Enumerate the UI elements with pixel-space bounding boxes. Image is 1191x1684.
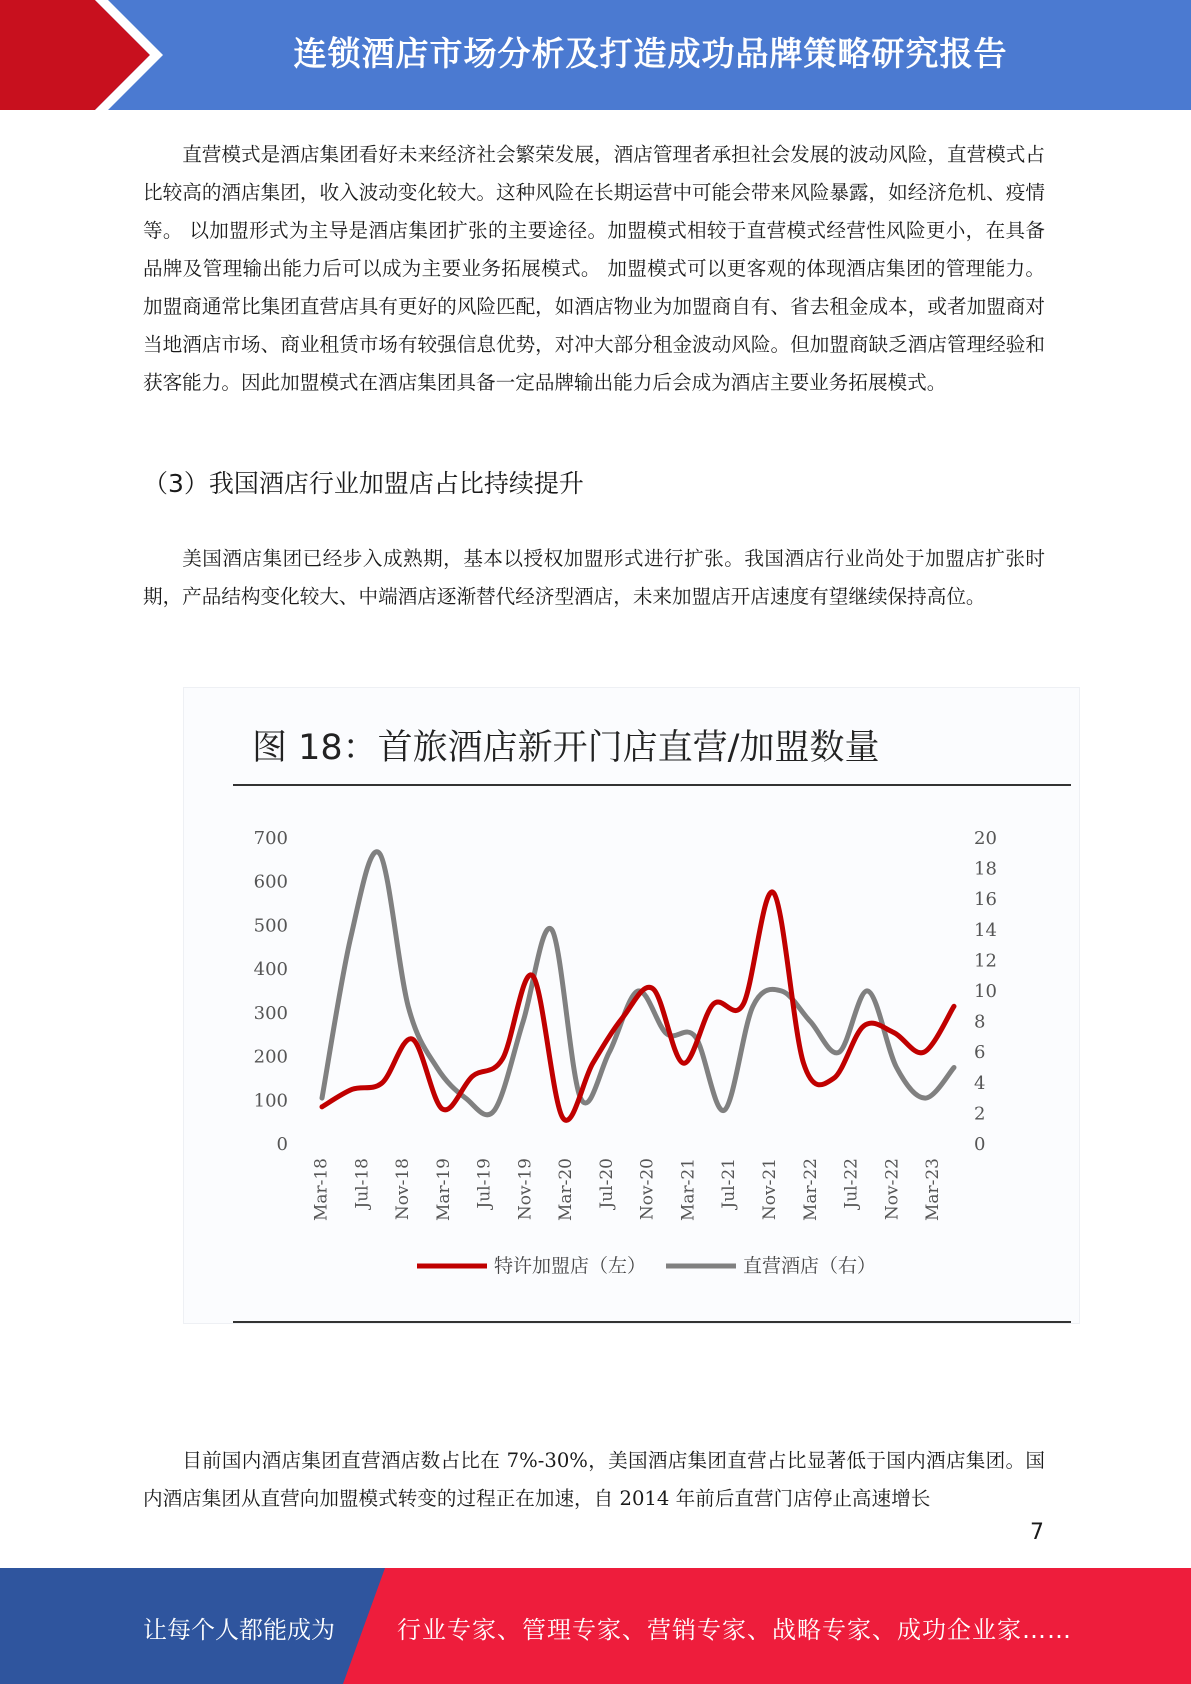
x-tick-label: Nov-20 xyxy=(637,1158,658,1221)
y-left-tick-label: 700 xyxy=(253,828,288,849)
y-right-tick-label: 18 xyxy=(974,858,997,880)
page-footer-banner xyxy=(0,1568,1191,1684)
x-tick-label: Mar-21 xyxy=(678,1158,699,1222)
x-tick-label: Jul-19 xyxy=(474,1158,495,1209)
x-tick-label: Jul-22 xyxy=(841,1158,862,1209)
page-number: 7 xyxy=(1030,1520,1044,1545)
figure-bottom-rule xyxy=(233,1321,1071,1323)
footer-slogan-left: 让每个人都能成为 xyxy=(143,1616,335,1644)
y-right-tick-label: 10 xyxy=(974,981,997,1002)
y-left-tick-label: 300 xyxy=(253,1002,288,1024)
y-left-tick-label: 500 xyxy=(253,915,288,937)
y-left-tick-label: 400 xyxy=(253,959,288,981)
page-header-banner xyxy=(0,0,1191,110)
figure-title: 图 18：首旅酒店新开门店直营/加盟数量 xyxy=(252,728,880,768)
y-right-tick-label: 6 xyxy=(974,1042,986,1064)
y-right-tick-label: 8 xyxy=(974,1011,986,1033)
x-tick-label: Nov-21 xyxy=(760,1158,781,1221)
body-paragraph-1: 直营模式是酒店集团看好未来经济社会繁荣发展，酒店管理者承担社会发展的波动风险，直营模式占比较高的酒店集团，收入波动变化较大。这种风险在长期运营中可能会带来风险暴露，如经济危机、疫情等。 以加盟形式为主导是酒店集团扩张的主要途径。加盟模式相较于直营模式经营性风险更小，在具备品牌及管理输出能力后可以成为主要业务拓展模式。 加盟模式可以更客观的体现酒店集团的管理能力。加盟商通常比集团直营店具有更好的风险匹配，如酒店物业为加盟商自有、省去租金成本，或者加盟商对当地酒店市场、商业租赁市场有较强信息优势，对冲大部分租金波动风险。但加盟商缺乏酒店管理经验和获客能力。因此加盟模式在酒店集团具备一定品牌输出能力后会成为酒店主要业务拓展模式。 xyxy=(143,143,1045,394)
y-left-tick-label: 200 xyxy=(253,1046,288,1068)
y-left-tick-label: 600 xyxy=(253,871,288,893)
x-tick-label: Jul-21 xyxy=(719,1158,740,1209)
report-title: 连锁酒店市场分析及打造成功品牌策略研究报告 xyxy=(293,34,1008,73)
x-tick-label: Mar-22 xyxy=(800,1158,821,1222)
footer-slogan-right: 行业专家、管理专家、营销专家、战略专家、成功企业家…… xyxy=(397,1616,1072,1644)
x-tick-label: Mar-19 xyxy=(433,1158,454,1222)
y-left-tick-label: 0 xyxy=(276,1134,288,1155)
x-tick-label: Mar-20 xyxy=(556,1158,577,1222)
legend-label-franchise: 特许加盟店（左） xyxy=(494,1255,647,1277)
x-tick-label: Mar-23 xyxy=(923,1158,944,1222)
x-tick-label: Nov-19 xyxy=(515,1158,536,1221)
x-tick-label: Nov-18 xyxy=(393,1158,414,1221)
legend-label-direct: 直营酒店（右） xyxy=(743,1255,877,1277)
section-heading: （3）我国酒店行业加盟店占比持续提升 xyxy=(143,469,584,498)
x-tick-label: Jul-20 xyxy=(596,1158,617,1209)
body-paragraph-2: 美国酒店集团已经步入成熟期，基本以授权加盟形式进行扩张。我国酒店行业尚处于加盟店扩张时期，产品结构变化较大、中端酒店逐渐替代经济型酒店，未来加盟店开店速度有望继续保持高位。 xyxy=(143,547,1045,608)
y-right-tick-label: 12 xyxy=(974,950,997,972)
line-chart xyxy=(184,688,1079,1323)
figure-18 xyxy=(183,687,1080,1324)
body-paragraph-3: 目前国内酒店集团直营酒店数占比在 7%-30%，美国酒店集团直营占比显著低于国内酒店集团。国内酒店集团从直营向加盟模式转变的过程正在加速，自 2014 年前后直营门店停止高速增长 xyxy=(143,1449,1045,1510)
x-tick-label: Mar-18 xyxy=(311,1158,332,1222)
y-right-tick-label: 16 xyxy=(974,889,997,911)
y-right-tick-label: 0 xyxy=(974,1134,986,1155)
y-left-tick-label: 100 xyxy=(253,1090,288,1112)
y-right-tick-label: 4 xyxy=(974,1072,986,1094)
x-tick-label: Jul-18 xyxy=(352,1158,373,1209)
y-right-tick-label: 2 xyxy=(974,1103,986,1125)
y-right-tick-label: 14 xyxy=(974,919,997,941)
series-line-direct xyxy=(322,852,954,1115)
y-right-tick-label: 20 xyxy=(974,828,997,849)
x-tick-label: Nov-22 xyxy=(882,1158,903,1221)
